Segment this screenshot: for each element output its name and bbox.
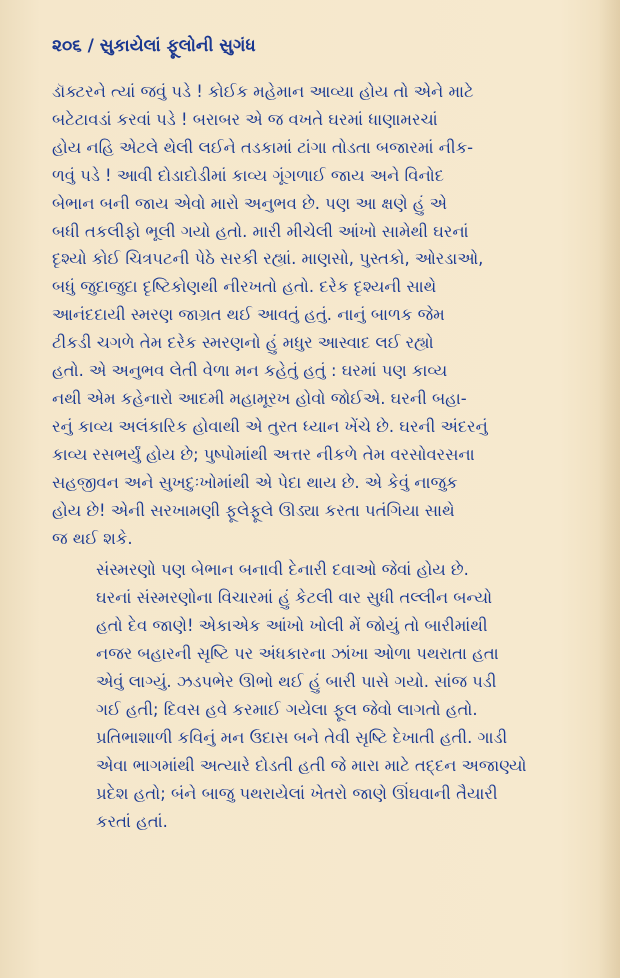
text-line: બેભાન બની જાય એવો મારો અનુભવ છે. પણ આ ક્ષણે હું એ <box>52 193 447 213</box>
text-line: સહજીવન અને સુખદુઃખોમાંથી એ પેદા થાય છે. એ કેવું નાજુક <box>52 472 458 492</box>
text-line: સંસ્મરણો પણ બેભાન બનાવી દેનારી દવાઓ જેવાં હોય છે. <box>96 560 469 580</box>
text-line: નથી એમ કહેનારો આદમી મહામૂરખ હોવો જોઈએ. ઘરની બહા- <box>52 388 467 408</box>
text-line: પ્રદેશ હતો; બંને બાજુ પથરાયેલાં ખેતરો જાણે ઊંઘવાની તૈયારી <box>96 783 498 803</box>
text-line: દૃશ્યો કોઈ ચિત્રપટની પેઠે સરકી રહ્યાં. માણસો, પુસ્તકો, ઓરડાઓ, <box>52 249 484 269</box>
text-line: હોય છે! એની સરખામણી ફૂલેફૂલે ઊડ્યા કરતા પતંગિયા સાથે <box>52 500 455 520</box>
page-body <box>52 78 578 835</box>
text-line: ગઈ હતી; દિવસ હવે કરમાઈ ગયેલા ફૂલ જેવો લાગતો હતો. <box>96 699 478 719</box>
text-line: પ્રતિભાશાળી કવિનું મન ઉદાસ બને તેવી સૃષ્ટિ દેખાતી હતી. ગાડી <box>96 727 508 747</box>
paragraph-2 <box>52 556 578 835</box>
text-line: જ થઈ શકે. <box>52 528 133 548</box>
text-line: એવા ભાગમાંથી અત્યારે દોડતી હતી જે મારા માટે તદ્દન અજાણ્યો <box>96 755 527 775</box>
text-line: ટીકડી ચગળે તેમ દરેક સ્મરણનો હું મધુર આસ્વાદ લઈ રહ્યો <box>52 333 434 353</box>
text-line: ડૉક્ટરને ત્યાં જવું પડે ! કોઈક મહેમાન આવ્યા હોય તો એને માટે <box>52 82 474 101</box>
text-line: હતો દેવ જાણે! એકાએક આંખો ખોલી મેં જોયું તો બારીમાંથી <box>96 616 488 636</box>
paragraph-1 <box>52 78 578 552</box>
text-line: નજર બહારની સૃષ્ટિ પર અંધકારના ઝાંખા ઓળા પથરાતા હતા <box>96 644 499 664</box>
text-line: રનું કાવ્ય અલંકારિક હોવાથી એ તુરત ધ્યાન ખેંચે છે. ઘરની અંદરનું <box>52 416 488 436</box>
text-line: એવું લાગ્યું. ઝડપભેર ઊભો થઈ હું બારી પાસે ગયો. સાંજ પડી <box>96 672 497 692</box>
text-line: આનંદદાયી સ્મરણ જાગ્રત થઈ આવતું હતું. નાનું બાળક જેમ <box>52 305 445 325</box>
text-line: કાવ્ય રસભર્યું હોય છે; પુષ્પોમાંથી અત્તર નીકળે તેમ વરસોવરસના <box>52 444 475 464</box>
text-line: કરતાં હતાં. <box>96 811 168 831</box>
text-line: બધી તકલીફો ભૂલી ગયો હતો. મારી મીચેલી આંખો સામેથી ઘરનાં <box>52 221 469 241</box>
text-line: ળવું પડે ! આવી દોડાદોડીમાં કાવ્ય ગૂંગળાઈ જાય અને વિનોદ <box>52 165 444 185</box>
text-line: બટેટાવડાં કરવાં પડે ! બરાબર એ જ વખતે ઘરમાં ધાણામરચાં <box>52 109 438 129</box>
running-header: ૨૦૬ / સુકાયેલાં ફૂલોની સુગંધ <box>52 36 256 56</box>
text-line: હતો. એ અનુભવ લેતી વેળા મન કહેતું હતું : ઘરમાં પણ કાવ્ય <box>52 361 448 381</box>
text-line: બધું જુદાજુદા દૃષ્ટિકોણથી નીરખતો હતો. દરેક દૃશ્યની સાથે <box>52 277 437 297</box>
text-line: ઘરનાં સંસ્મરણોના વિચારમાં હું કેટલી વાર સુધી તલ્લીન બન્યો <box>96 588 493 608</box>
page-edge-shadow <box>598 0 620 978</box>
text-line: હોય નહિ એટલે થેલી લઈને તડકામાં ટાંગા તોડતા બજારમાં નીક- <box>52 137 474 157</box>
